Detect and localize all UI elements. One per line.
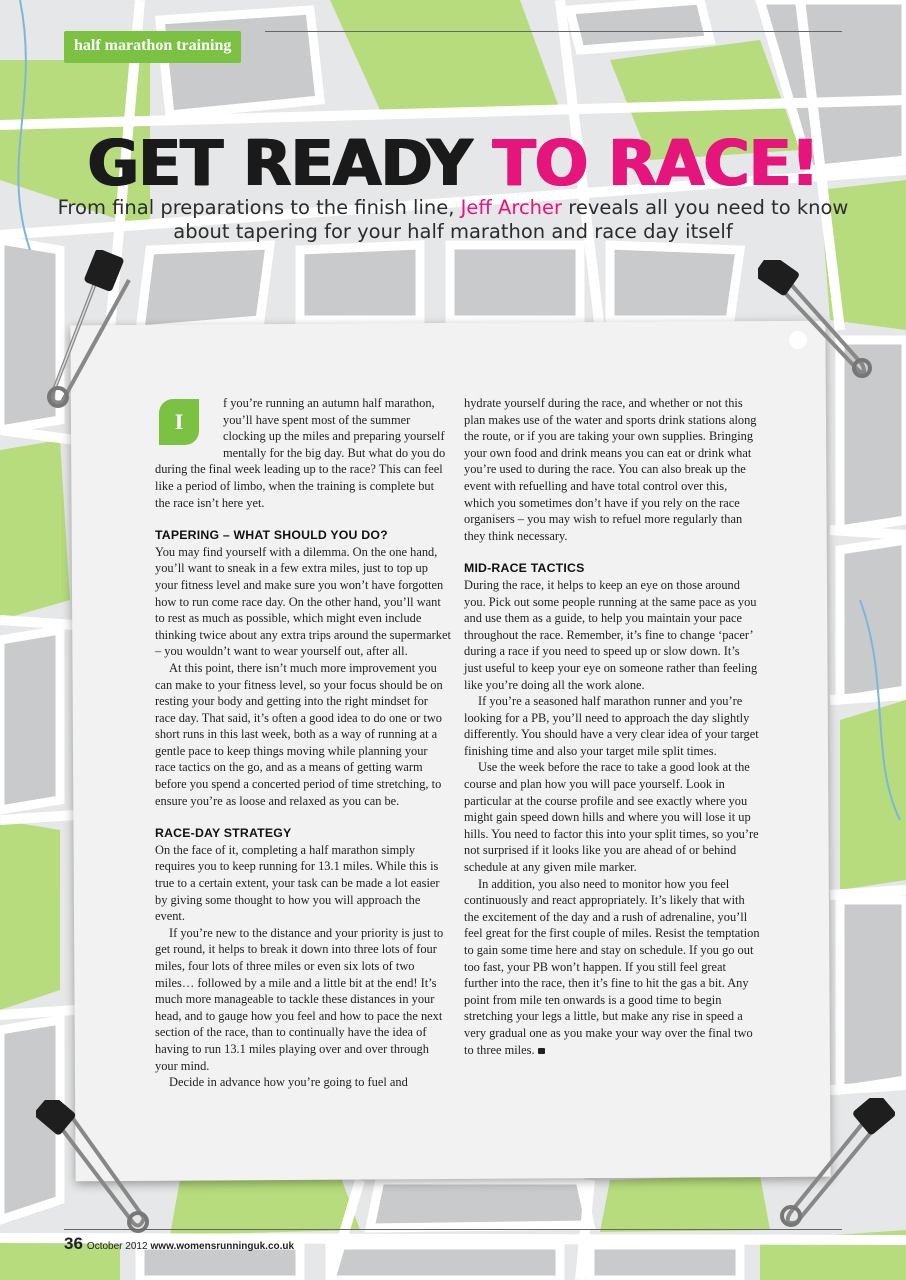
safety-pin-icon: [36, 1100, 156, 1240]
article-column-1: [155, 395, 451, 1091]
top-rule: [265, 31, 842, 32]
paragraph: Use the week before the race to take a good look at the course and plan how you will pace yourself. Look in particular at the course profile and see exactly where you might gain speed down hills and where you will lose it up hills. You need to factor this into your split times, so you’re not surprised if it looks like you are ahead of or behind schedule at any given mile marker.: [464, 760, 759, 875]
paragraph: At this point, there isn’t much more improvement you can make to your fitness level, so your focus should be on resting your body and getting into the right mindset for race day. That said, it’s often a good idea to do one or two short runs in this last week, both as a way of running at a gentle pace to keep things moving while planning your race tactics on the go, and as a means of getting warm before you spend a concerted period of time stretching, to ensure you’re as loose and relaxed as you can be.: [155, 660, 443, 808]
subheading-tapering: TAPERING – WHAT SHOULD YOU DO?: [155, 528, 388, 543]
headline-part1: GET READY: [87, 127, 493, 200]
page-number: 36: [64, 1234, 83, 1253]
intro-paragraph: f you’re running an autumn half marathon, you’ll have spent most of the summer clocking up the miles and preparing yourself mentally for the big day. But what do you do during the final week leading up to the race? This can feel like a period of limbo, when the training is complete but the race isn’t here yet.: [155, 396, 446, 510]
section-tag: half marathon training: [64, 31, 241, 63]
subheading-mid-race: MID-RACE TACTICS: [464, 561, 585, 576]
paragraph: You may find yourself with a dilemma. On the one hand, you’ll want to sneak in a few extra miles, just to top up your fitness level and make sure you won’t have forgotten how to run come race day. On the other hand, you’ll want to rest as much as possible, which might even include thinking twice about any extra trips around the supermarket – you wouldn’t want to wear yourself out, after all.: [155, 544, 451, 659]
footer: [64, 1234, 294, 1254]
paragraph: [464, 876, 760, 1059]
dropcap: [155, 399, 213, 449]
safety-pin-icon: [775, 1098, 895, 1238]
website-url: www.womensrunninguk.co.uk: [150, 1241, 295, 1252]
safety-pin-icon: [34, 250, 144, 410]
safety-pin-icon: [758, 260, 878, 390]
issue-date: October 2012: [86, 1241, 148, 1252]
paragraph: During the race, it helps to keep an eye on those around you. Pick out some people running at the same pace as you and use them as a guide, to help you maintain your pace throughout the race. Remember, it’s fine to change ‘pacer’ during a race if you need to speed up or slow down. It’s just useful to keep your eye on someone rather than feeling like you’re doing all the work alone.: [464, 577, 758, 692]
author-name: Jeff Archer: [460, 196, 563, 219]
standfirst-before: From final preparations to the finish line,: [57, 196, 461, 219]
subheading-race-day: RACE-DAY STRATEGY: [155, 826, 292, 841]
final-paragraph-text: In addition, you also need to monitor how you feel continuously and react appropriately. It’s likely that with the excitement of the day and a rush of adrenaline, you’ll feel great for the first couple of miles. Resist the temptation to gain some time here and stay on schedule. If you go out too fast, your PB won’t happen. If you still feel great further into the race, then it’s fine to hit the gas a bit. Any point from mile ten onwards is a good time to begin stretching your legs a little, but make any rise in speed a very gradual one as you make your way over the final two to three miles.: [464, 876, 760, 1057]
dropcap-letter: I: [159, 399, 199, 445]
standfirst-after: reveals all you need to know about tapering for your half marathon and race day itself: [173, 196, 849, 243]
paragraph: If you’re a seasoned half marathon runner and you’re looking for a PB, you’ll need to approach the day slightly differently. You should have a very clear idea of your target finishing time and also your target mile split times.: [464, 694, 759, 758]
standfirst: [40, 196, 866, 244]
article-column-2: [464, 395, 760, 1058]
headline-part2: TO RACE!: [492, 127, 819, 200]
paragraph: Decide in advance how you’re going to fuel and: [169, 1075, 408, 1090]
headline: [0, 128, 906, 200]
paragraph: On the face of it, completing a half marathon simply requires you to keep running for 13.1 miles. While this is true to a certain extent, your task can be made a lot easier by giving some thought to how you will approach the event.: [155, 842, 440, 924]
end-mark-icon: [538, 1048, 545, 1054]
paragraph: If you’re new to the distance and your priority is just to get round, it helps to break it down into three lots of four miles, four lots of three miles or even six lots of two miles… followed by a mile and a little bit at the end! It’s much more manageable to tackle these distances in your head, and to gauge how you feel and how to pace the next section of the race, than to continually have the idea of having to run 13.1 miles playing over and over through your mind.: [155, 925, 444, 1073]
bottom-rule: [64, 1229, 842, 1230]
paragraph: hydrate yourself during the race, and whether or not this plan makes use of the water and sports drink stations along the route, or if you are taking your own supplies. Bringing your own food and drink means you can eat or drink what you’re used to during the race. You can also break up the event with refuelling and have total control over this, which you sometimes don’t have if you rely on the race organisers – you may wish to refuel more regularly than they think necessary.: [464, 396, 757, 543]
